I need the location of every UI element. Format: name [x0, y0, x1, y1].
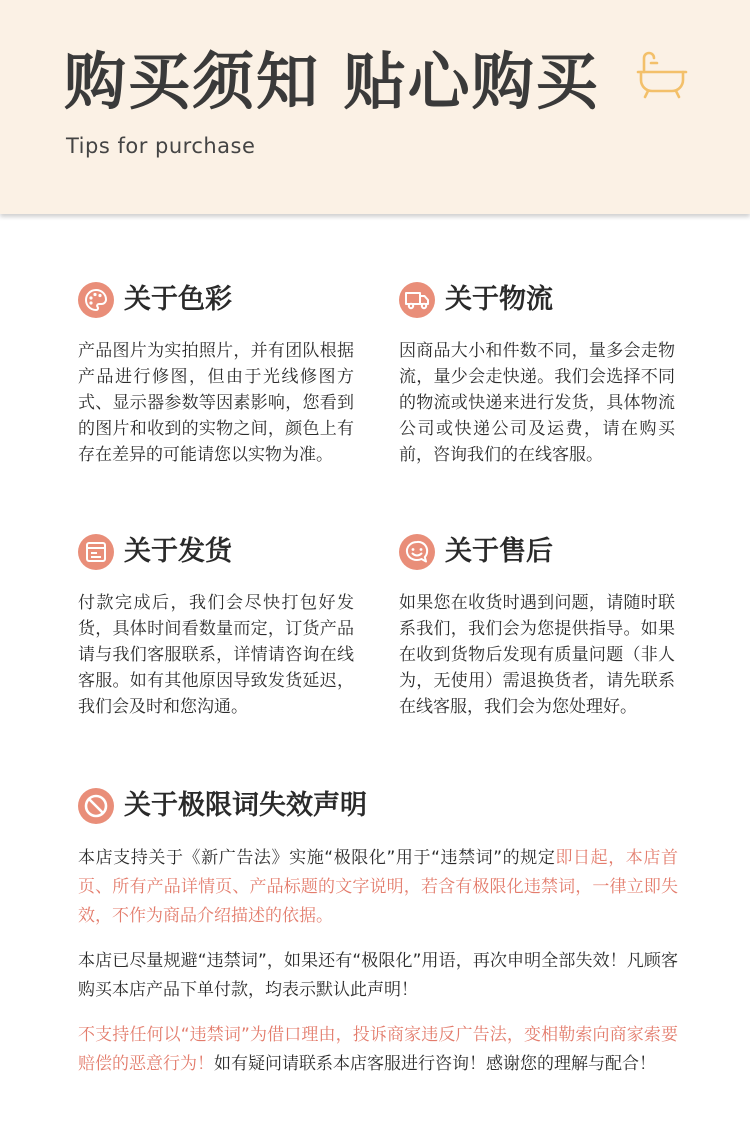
section-aftersale: [399, 532, 675, 720]
section-color-title: 关于色彩: [124, 284, 232, 315]
truck-icon: [399, 282, 435, 318]
palette-icon: [78, 282, 114, 318]
page-title: 购买须知 贴心购买: [64, 45, 600, 118]
notice-p1-highlight: 即日起，本店首页、所有产品详情页、产品标题的文字说明，若含有极限化违禁词，一律立即失效，不作为商品介绍描述的依据。: [78, 848, 678, 926]
notice-paragraph-1: [78, 844, 678, 931]
section-aftersale-title: 关于售后: [445, 536, 553, 567]
notice-p3-normal: 如有疑问请联系本店客服进行咨询！感谢您的理解与配合！: [214, 1054, 656, 1074]
notice-p2-text: 本店已尽量规避“违禁词”，如果还有“极限化”用语，再次申明全部失效！凡顾客购买本店产品下单付款，均表示默认此声明！: [78, 951, 678, 1000]
page-subtitle: Tips for purchase: [66, 134, 256, 158]
notice-p3-highlight: 不支持任何以“违禁词”为借口理由，投诉商家违反广告法，变相勒索向商家索要赔偿的恶意行为！: [78, 1025, 678, 1074]
bathtub-icon: [634, 50, 690, 100]
section-logistics-title: 关于物流: [445, 284, 553, 315]
notice-paragraph-2: [78, 947, 678, 1005]
chat-smile-icon: [399, 534, 435, 570]
section-color-text: 产品图片为实拍照片，并有团队根据产品进行修图，但由于光线修图方式、显示器参数等因素影响，您看到的图片和收到的实物之间，颜色上有存在差异的可能请您以实物为准。: [78, 341, 354, 465]
package-icon: [78, 534, 114, 570]
section-aftersale-text: 如果您在收货时遇到问题，请随时联系我们，我们会为您提供指导。如果在收到货物后发现有质量问题（非人为，无使用）需退换货者，请先联系在线客服，我们会为您处理好。: [399, 593, 675, 717]
notice-section: [78, 786, 678, 1079]
section-color: [78, 280, 354, 468]
section-shipping: [78, 532, 354, 720]
prohibited-icon: [78, 788, 114, 824]
notice-paragraph-3: [78, 1021, 678, 1079]
page-header: [0, 0, 750, 214]
section-shipping-title: 关于发货: [124, 536, 232, 567]
section-shipping-text: 付款完成后，我们会尽快打包好发货，具体时间看数量而定，订货产品请与我们客服联系，详情请咨询在线客服。如有其他原因导致发货延迟，我们会及时和您沟通。: [78, 593, 354, 717]
notice-p1-normal: 本店支持关于《新广告法》实施“极限化”用于“违禁词”的规定: [78, 848, 556, 868]
section-logistics: [399, 280, 675, 468]
section-logistics-text: 因商品大小和件数不同，量多会走物流，量少会走快递。我们会选择不同的物流或快递来进行发货，具体物流公司或快递公司及运费，请在购买前，咨询我们的在线客服。: [399, 341, 675, 465]
notice-title: 关于极限词失效声明: [124, 790, 367, 821]
